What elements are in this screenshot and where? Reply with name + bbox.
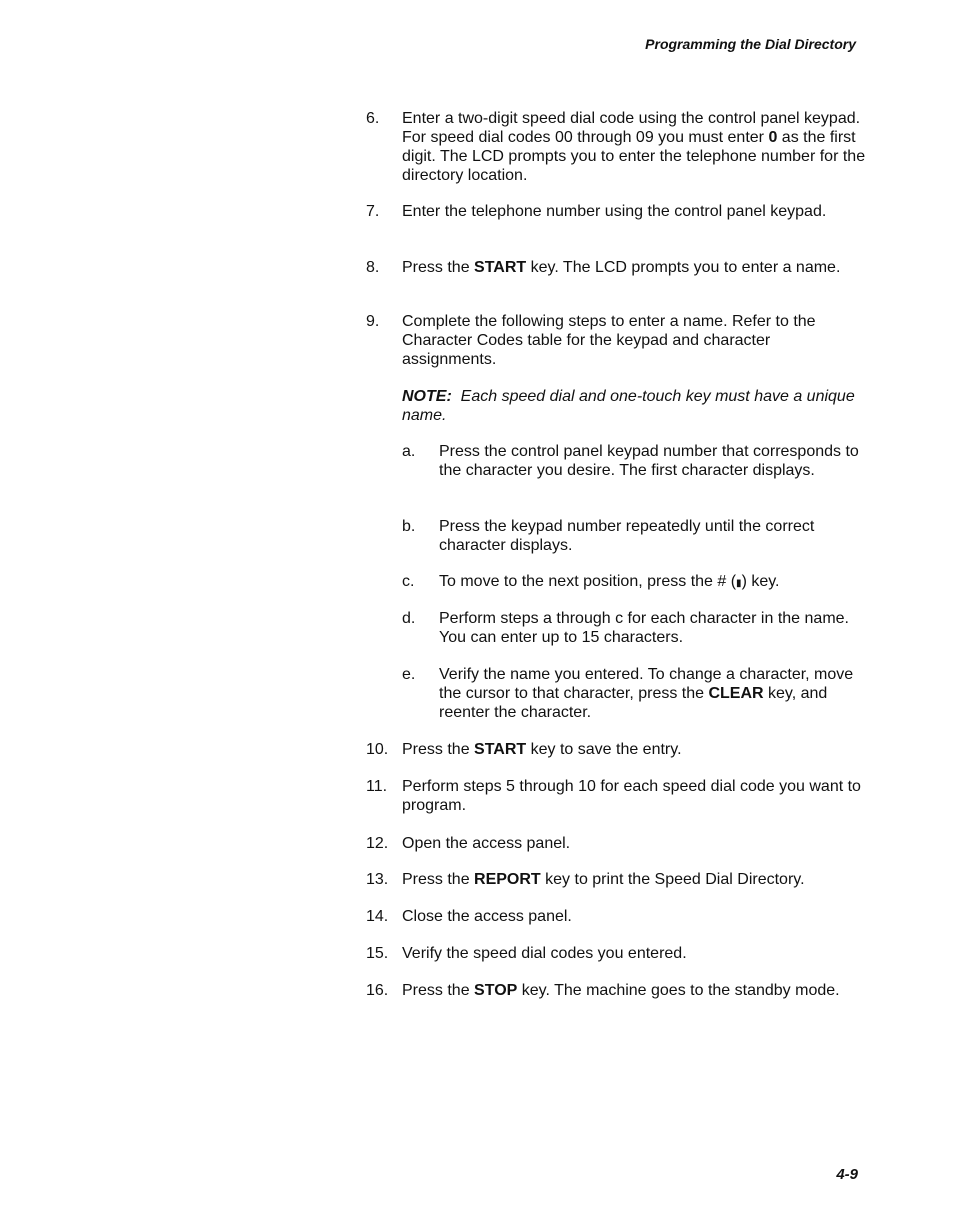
substep-text: Verify the name you entered. To change a character, move the cursor to that character, press the CLEAR key, and reenter the character.: [439, 666, 854, 721]
substep-text: Press the keypad number repeatedly until the correct character displays.: [439, 518, 815, 554]
note: [402, 387, 862, 425]
running-header: Programming the Dial Directory: [645, 36, 856, 52]
step-number: 14.: [366, 908, 389, 925]
step-number: 11.: [366, 778, 388, 795]
step-text: Press the STOP key. The machine goes to the standby mode.: [402, 982, 840, 999]
substep-letter: c.: [402, 573, 415, 590]
step-number: 8.: [366, 259, 380, 276]
step-number: 10.: [366, 741, 389, 758]
step-number: 13.: [366, 871, 389, 888]
step-number: 16.: [366, 982, 389, 999]
step-text: Verify the speed dial codes you entered.: [402, 945, 687, 962]
note-label: NOTE:: [402, 388, 452, 405]
pound-key-icon: ▮: [736, 578, 742, 589]
step-text: Press the START key to save the entry.: [402, 741, 682, 758]
step-text: Close the access panel.: [402, 908, 572, 925]
substep-letter: b.: [402, 518, 416, 535]
step-text: Open the access panel.: [402, 835, 571, 852]
step-text: Complete the following steps to enter a name. Refer to the Character Codes table for the keypad and character assignments.: [402, 313, 816, 368]
step-number: 7.: [366, 203, 380, 220]
step-number: 15.: [366, 945, 389, 962]
step-text: Press the REPORT key to print the Speed Dial Directory.: [402, 871, 805, 888]
step-text: Perform steps 5 through 10 for each speed dial code you want to program.: [402, 778, 861, 814]
substep-letter: a.: [402, 443, 416, 460]
note-text: Each speed dial and one-touch key must have a unique name.: [402, 388, 855, 424]
substep-text: Perform steps a through c for each character in the name. You can enter up to 15 characters.: [439, 610, 849, 646]
step-number: 12.: [366, 835, 389, 852]
step-number: 9.: [366, 313, 380, 330]
substep-text: To move to the next position, press the # (▮) key.: [439, 573, 780, 590]
step-number: 6.: [366, 110, 380, 127]
step-text: Press the START key. The LCD prompts you to enter a name.: [402, 259, 841, 276]
page-number: 4-9: [836, 1166, 858, 1183]
step-text: Enter the telephone number using the control panel keypad.: [402, 203, 827, 220]
step-text: Enter a two-digit speed dial code using the control panel keypad. For speed dial codes 00 through 09 you must enter 0 as the first digit. The LCD prompts you to enter the telephone number for the directory location.: [402, 110, 866, 184]
substep-text: Press the control panel keypad number that corresponds to the character you desire. The first character displays.: [439, 443, 859, 479]
substep-letter: e.: [402, 666, 416, 683]
substep-letter: d.: [402, 610, 416, 627]
